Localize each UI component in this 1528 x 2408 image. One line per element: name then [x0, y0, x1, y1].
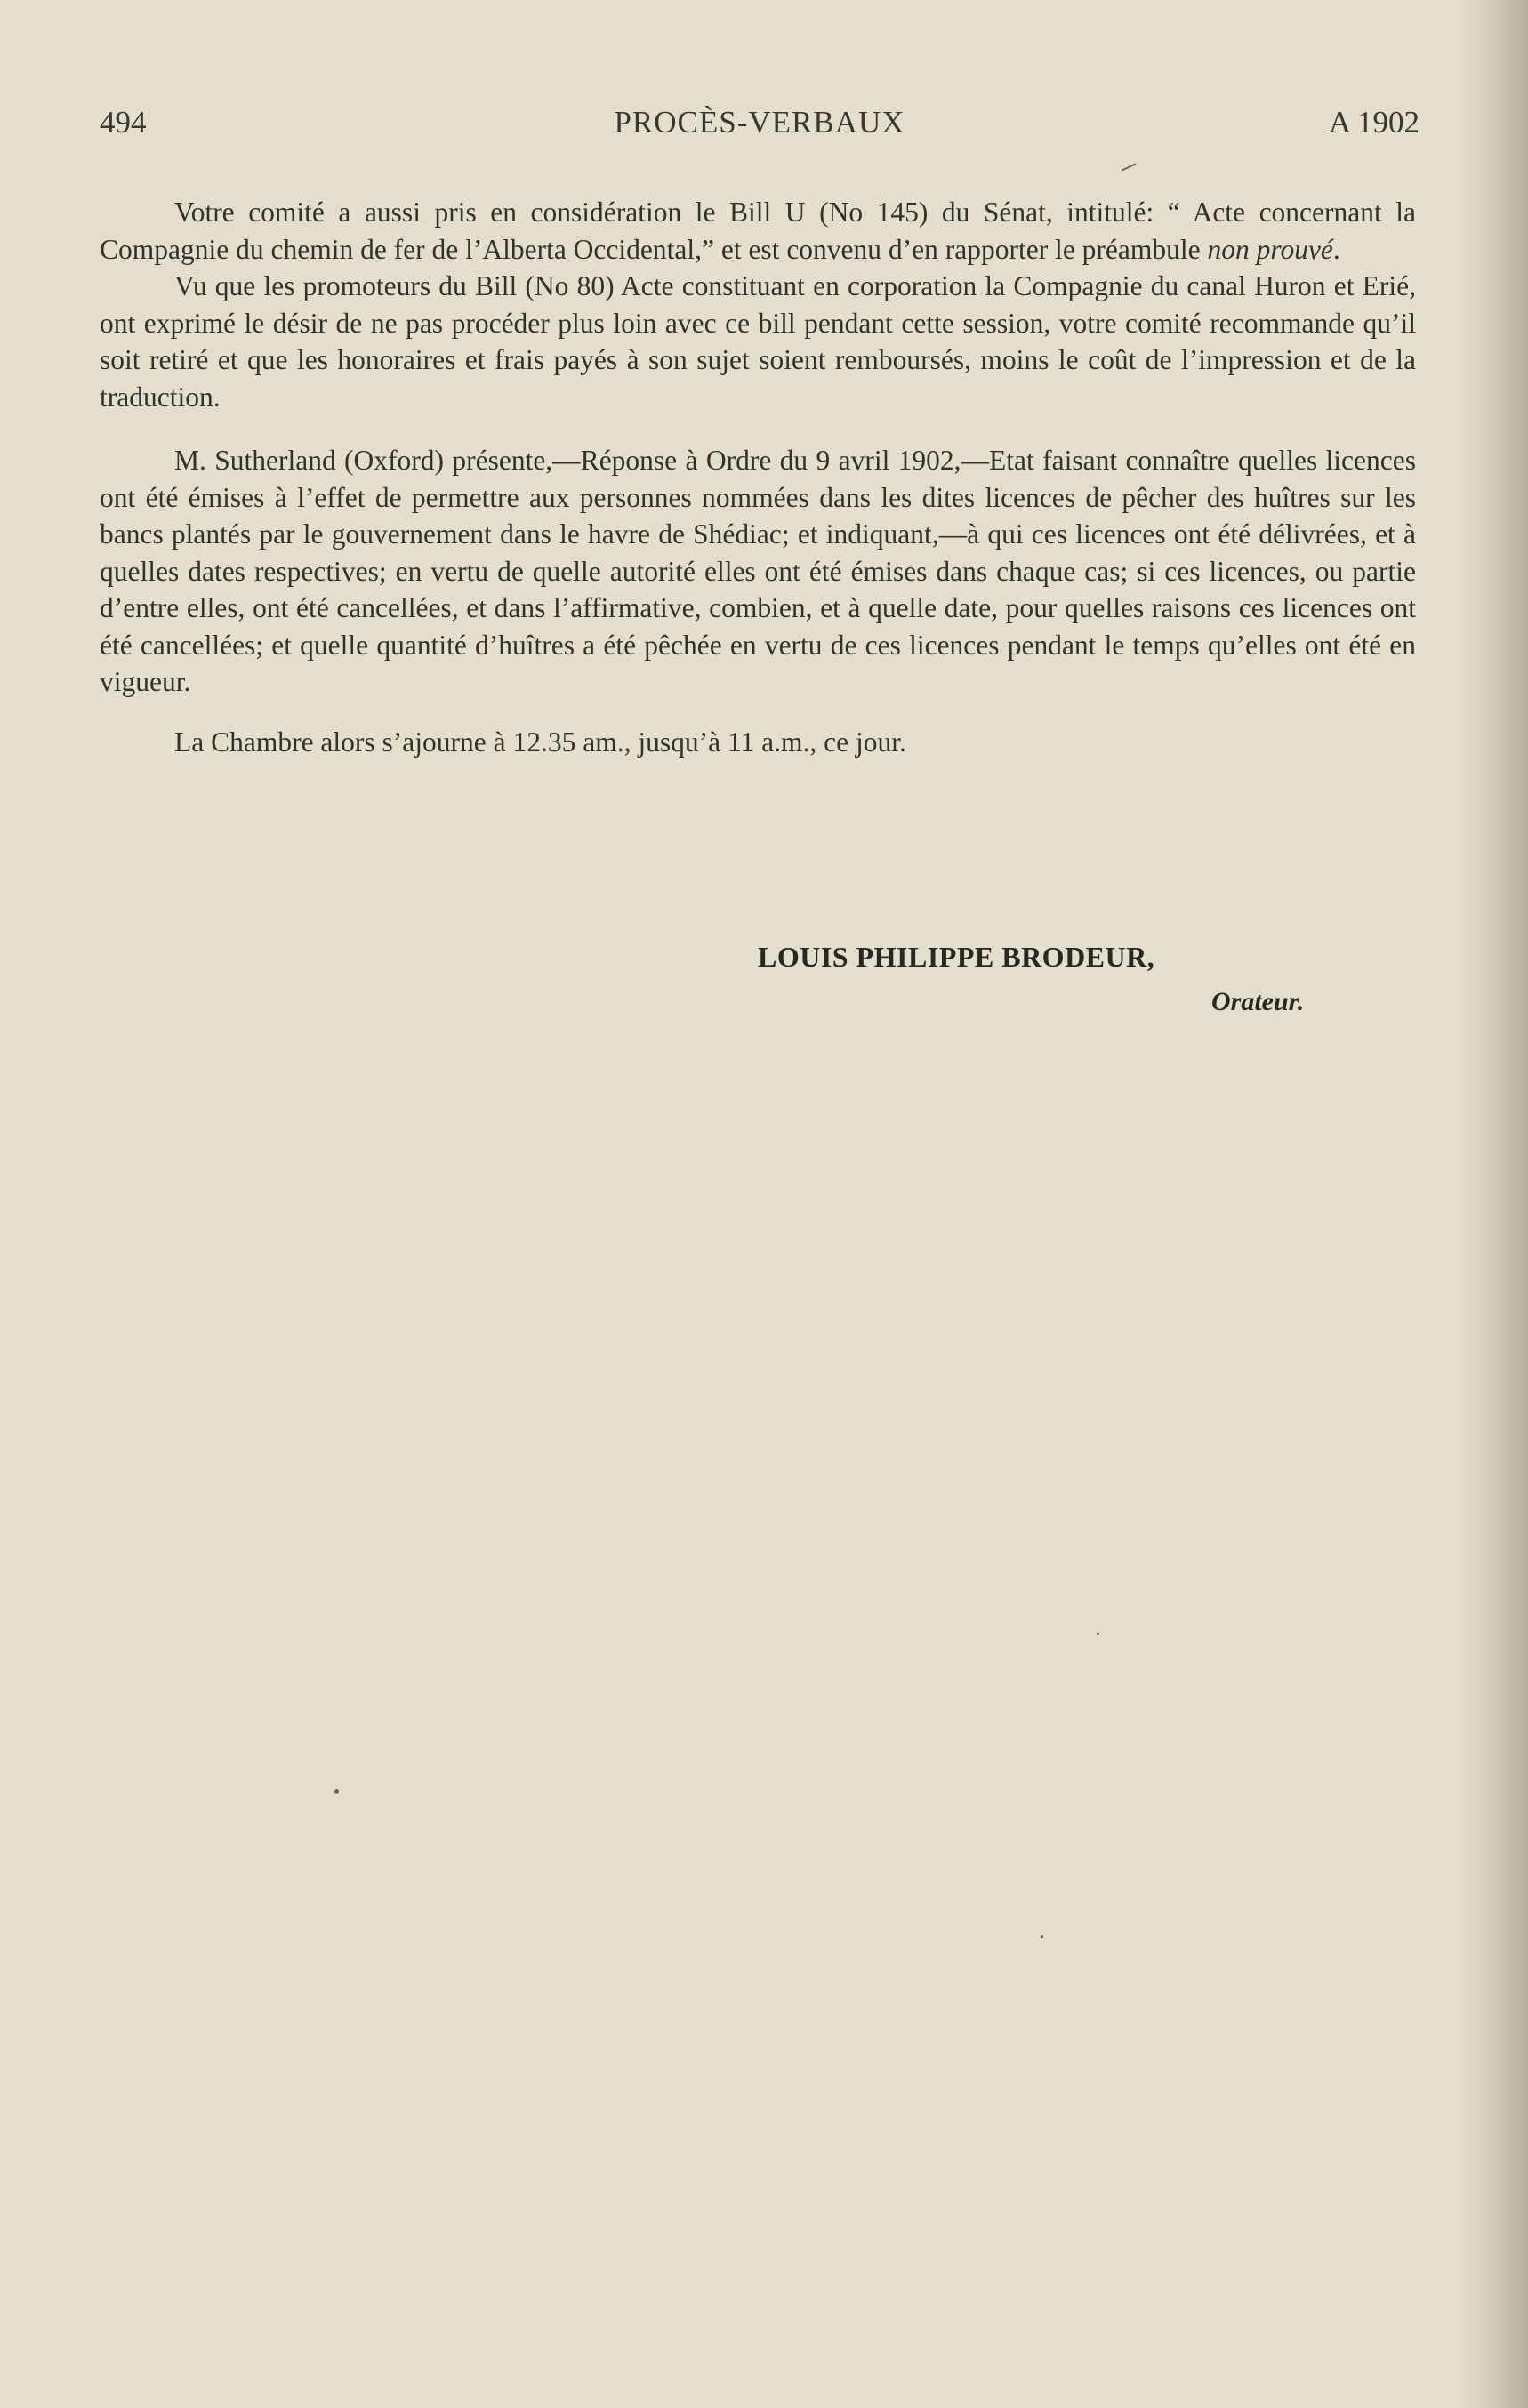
- paper-speck: [334, 1789, 339, 1794]
- paragraph-bill-u: [100, 194, 1416, 268]
- paragraph-bill-80: Vu que les promoteurs du Bill (No 80) Acte constituant en corporation la Compagnie du canal Huron et Erié, ont exprimé le désir de ne pas procéder plus loin avec ce bill pendant cette session, votre comité recommande qu’il soit retiré et que les honoraires et frais payés à son sujet soient remboursés, moins le coût de l’impression et de la traduction.: [100, 270, 1416, 413]
- body-text: [100, 194, 1416, 760]
- speaker-title: Orateur.: [1211, 987, 1305, 1016]
- page-number: 494: [100, 105, 147, 140]
- session-year: A 1902: [1328, 105, 1419, 140]
- paragraph-bill-u-end: .: [1332, 233, 1340, 265]
- paper-speck: [1121, 163, 1136, 171]
- page-header: [100, 105, 1419, 149]
- emphasis-non-prouve: non prouvé: [1207, 233, 1333, 265]
- speaker-name: LOUIS PHILIPPE BRODEUR,: [758, 941, 1155, 973]
- paragraph-sutherland-return: M. Sutherland (Oxford) présente,—Réponse à Ordre du 9 avril 1902,—Etat faisant connaître quelles licences ont été émises à l’effet de permettre aux personnes nommées dans les dites licences de pêcher des huîtres sur les bancs plantés par le gouvernement dans le havre de Shédiac; et indiquant,—à qui ces licences ont été délivrées, et à quelles dates respectives; en vertu de quelle autorité elles ont été émises dans chaque cas; si ces licences, ou partie d’entre elles, ont été cancellées, et dans l’affirmative, combien, et à quelle date, pour quelles raisons ces licences ont été cancellées; et quelle quantité d’huîtres a été pêchée en vertu de ces licences pendant le temps qu’elles ont été en vigueur.: [100, 445, 1416, 697]
- paragraph-bill-u-text: Votre comité a aussi pris en considération le Bill U (No 145) du Sénat, intitulé: “ Acte concernant la Compagnie du chemin de fer de l’Alberta Occidental,” et est convenu d’en rapporter le préambule: [100, 197, 1416, 265]
- running-title: PROCÈS-VERBAUX: [614, 105, 905, 140]
- paper-speck: [1097, 1633, 1099, 1635]
- paper-speck: [1041, 1935, 1043, 1938]
- paragraph-adjournment: La Chambre alors s’ajourne à 12.35 am., jusqu’à 11 a.m., ce jour.: [174, 726, 906, 758]
